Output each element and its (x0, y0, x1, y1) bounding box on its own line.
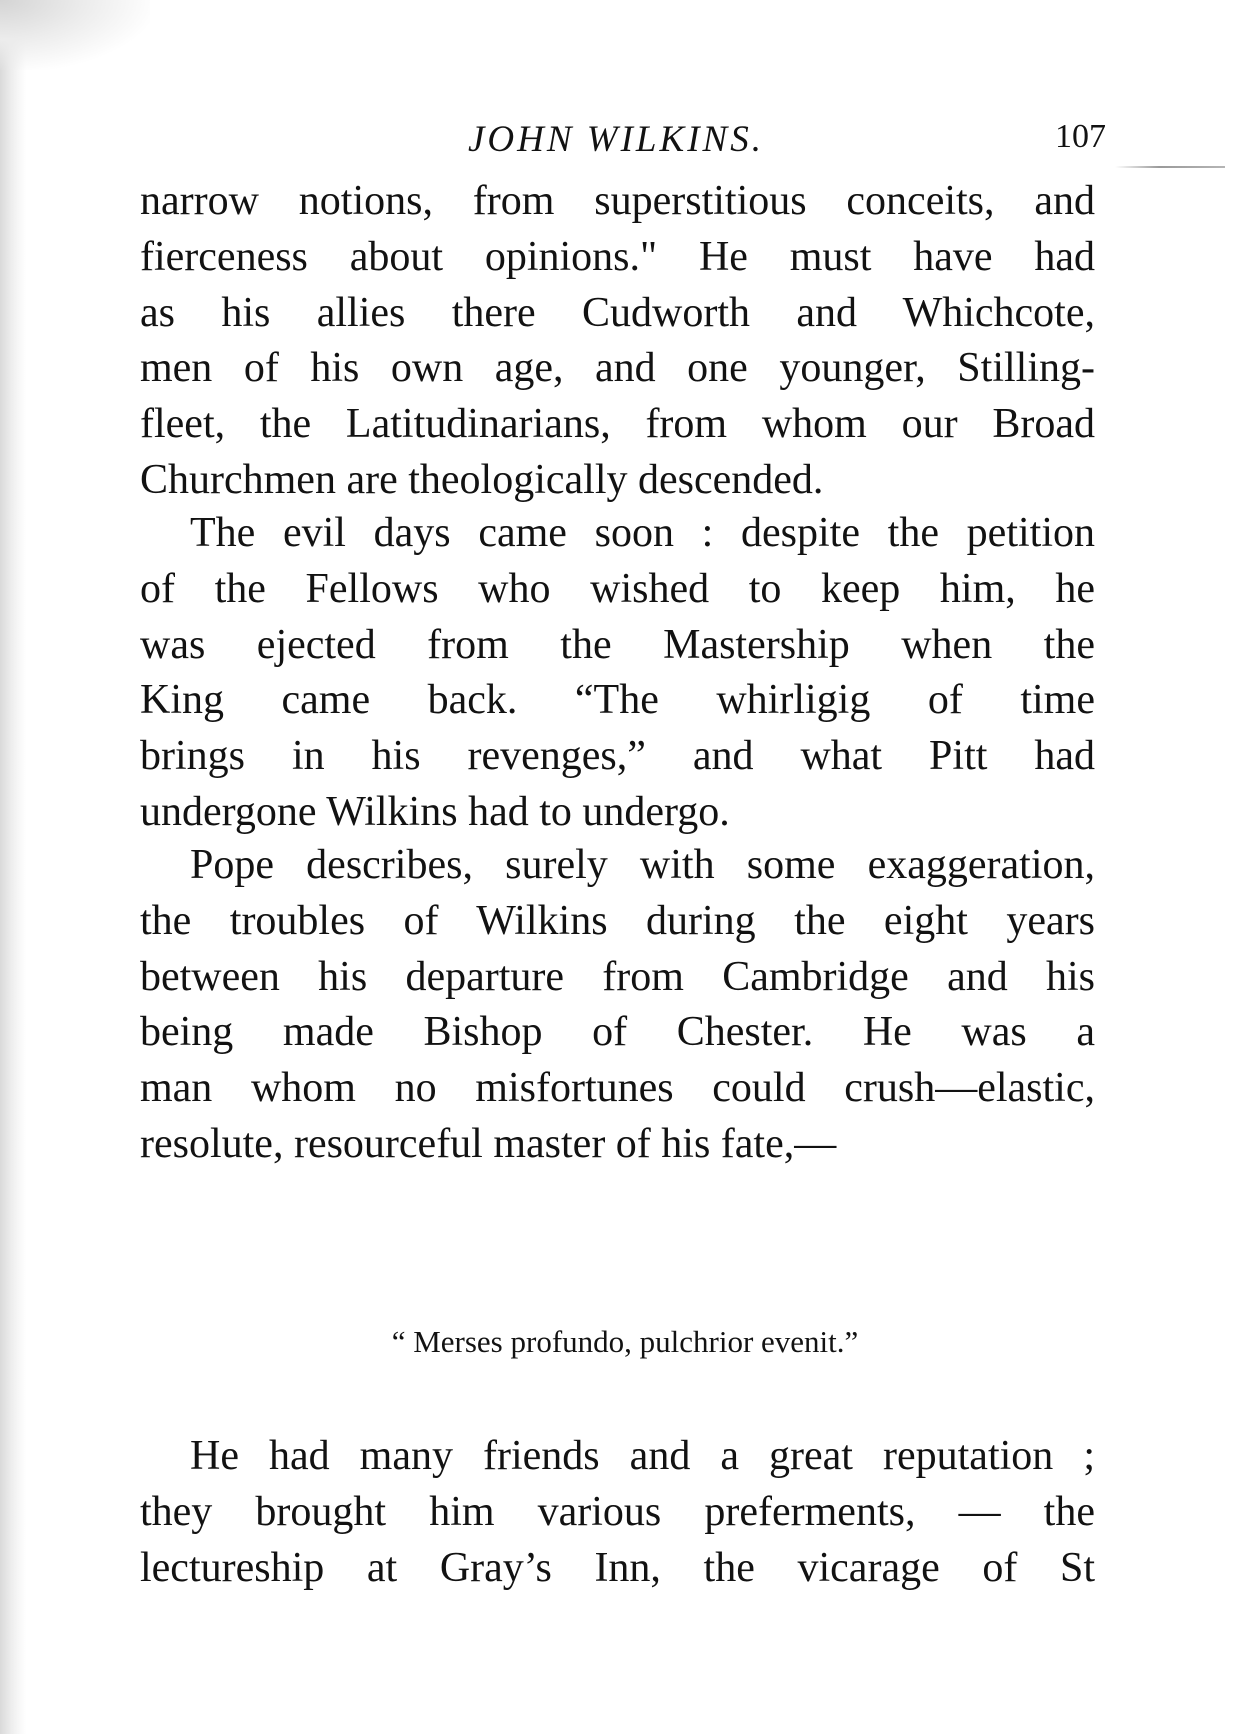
text-line: resolute, resourceful master of his fate,— (140, 1121, 837, 1167)
text-line: of the Fellows who wished to keep him, he (140, 566, 1095, 612)
text-line: lectureship at Gray’s Inn, the vicarage of St (140, 1545, 1095, 1591)
text-line: between his departure from Cambridge and his (140, 954, 1095, 1000)
text-line: they brought him various preferments, — the (140, 1489, 1095, 1535)
text-line: was ejected from the Mastership when the (140, 622, 1095, 668)
text-line: narrow notions, from superstitious conceits, and (140, 178, 1095, 224)
text-line: as his allies there Cudworth and Whichcote, (140, 290, 1095, 336)
latin-quotation: “ Merses profundo, pulchrior evenit.” (391, 1324, 859, 1359)
scan-corner-shadow (0, 0, 150, 70)
header-rule-mark (1115, 166, 1225, 168)
text-line: undergone Wilkins had to undergo. (140, 789, 730, 835)
text-line: Churchmen are theologically descended. (140, 457, 824, 503)
text-line: Pope describes, surely with some exaggeration, (190, 842, 1095, 888)
text-line: being made Bishop of Chester. He was a (140, 1009, 1095, 1055)
text-line: He had many friends and a great reputation ; (190, 1433, 1095, 1479)
text-line: men of his own age, and one younger, Stilling- (140, 345, 1095, 391)
text-line: man whom no misfortunes could crush—elastic, (140, 1065, 1095, 1111)
text-line: King came back. “The whirligig of time (140, 677, 1095, 723)
text-line: fierceness about opinions." He must have had (140, 234, 1095, 280)
text-line: fleet, the Latitudinarians, from whom our Broad (140, 401, 1095, 447)
text-line: The evil days came soon : despite the petition (190, 510, 1095, 556)
text-line: brings in his revenges,” and what Pitt had (140, 733, 1095, 779)
text-line: the troubles of Wilkins during the eight years (140, 898, 1095, 944)
running-head: JOHN WILKINS. (468, 119, 764, 160)
page-number: 107 (1055, 118, 1106, 155)
scan-edge-shadow (0, 0, 26, 1734)
page-header (0, 118, 1250, 168)
